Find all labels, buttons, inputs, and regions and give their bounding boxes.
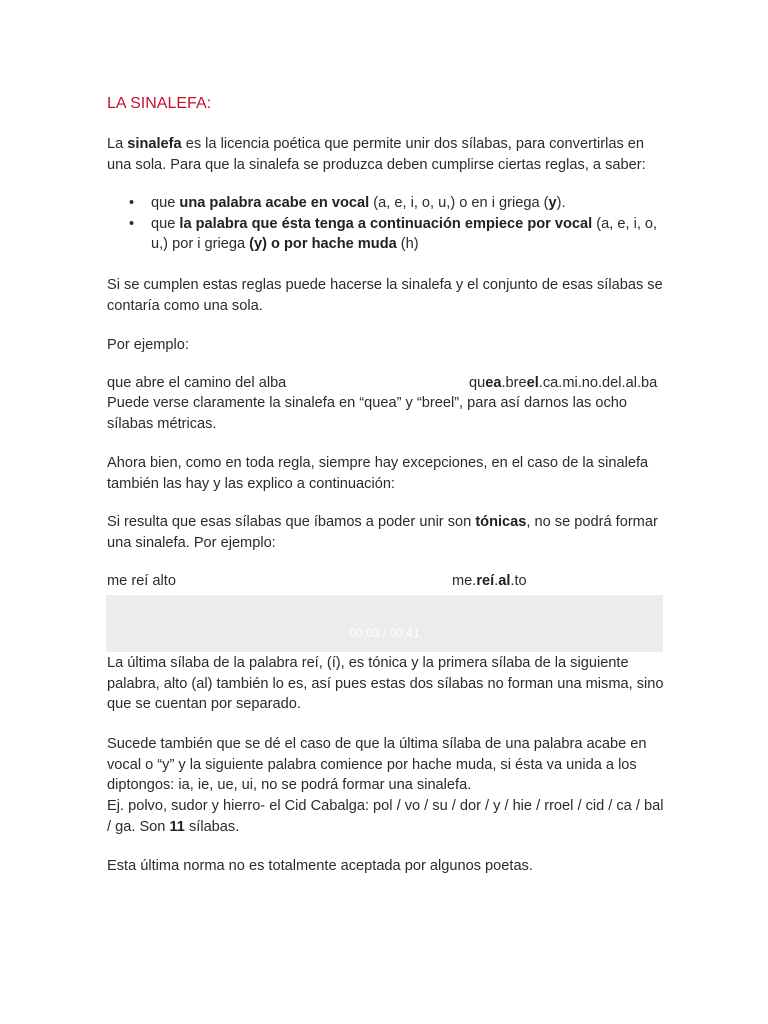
tonicas-paragraph: Si resulta que esas sílabas que íbamos a poder unir son tónicas, no se podrá formar una sinalefa. Por ejemplo: (107, 514, 658, 551)
example-intro: Por ejemplo: (107, 337, 189, 353)
ultima-paragraph: La última sílaba de la palabra reí, (í), es tónica y la primera sílaba de la siguiente palabra, alto (al) también lo es, así pues estas dos sílabas no forman una misma, sino que se cuentan por separado. (107, 655, 664, 712)
bullet-icon: • (129, 215, 135, 232)
verse-text: me reí alto (107, 573, 176, 589)
intro-paragraph: La sinalefa es la licencia poética que permite unir dos sílabas, para convertirlas en una sola. Para que la sinalefa se produzca deben cumplirse ciertas reglas, a saber: (107, 136, 646, 173)
verse-text: que abre el camino del alba (107, 375, 287, 391)
term-sinalefa: sinalefa (127, 136, 182, 152)
page-title: LA SINALEFA: (107, 95, 212, 112)
term-tonicas: tónicas (475, 514, 527, 530)
verse-syllables: quea.breel.ca.mi.no.del.al.ba (469, 375, 658, 391)
example-verse-2 (107, 571, 667, 592)
example-paragraph: Ej. polvo, sudor y hierro- el Cid Cabalga: pol / vo / su / dor / y / hie / rroel / cid / ca / bal / ga. Son 11 sílabas. (107, 798, 664, 835)
quea-paragraph: Puede verse claramente la sinalefa en “quea” y “breel”, para así darnos las ocho sílabas métricas. (107, 395, 627, 432)
rules-list (107, 193, 667, 255)
exceptions-paragraph: Ahora bien, como en toda regla, siempre hay excepciones, en el caso de la sinalefa también las hay y las explico a continuación: (107, 455, 649, 492)
syllable-count: 11 (169, 818, 185, 835)
bullet-icon: • (129, 195, 135, 211)
media-player[interactable] (106, 595, 663, 652)
playback-time: 00:03 / 00:41 (349, 626, 420, 640)
norma-paragraph: Esta última norma no es totalmente aceptada por algunos poetas. (107, 858, 533, 874)
example-verse-1 (107, 373, 667, 394)
verse-syllables: me.reí.al.to (452, 573, 527, 589)
list-item: • que una palabra acabe en vocal (a, e, i, o, u,) o en i griega (y). (107, 193, 667, 214)
list-item: • que la palabra que ésta tenga a continuación empiece por vocal (a, e, i, o, u,) por i griega (y) o por hache muda (h) (129, 215, 658, 252)
rules-paragraph: Si se cumplen estas reglas puede hacerse la sinalefa y el conjunto de esas sílabas se contaría como una sola. (107, 277, 663, 314)
sucede-paragraph: Sucede también que se dé el caso de que la última sílaba de una palabra acabe en vocal o “y” y la siguiente palabra comience por hache muda, si ésta va unida a los diptongos: ia, ie, ue, ui, no se podrá formar una sinalefa. (107, 736, 647, 793)
